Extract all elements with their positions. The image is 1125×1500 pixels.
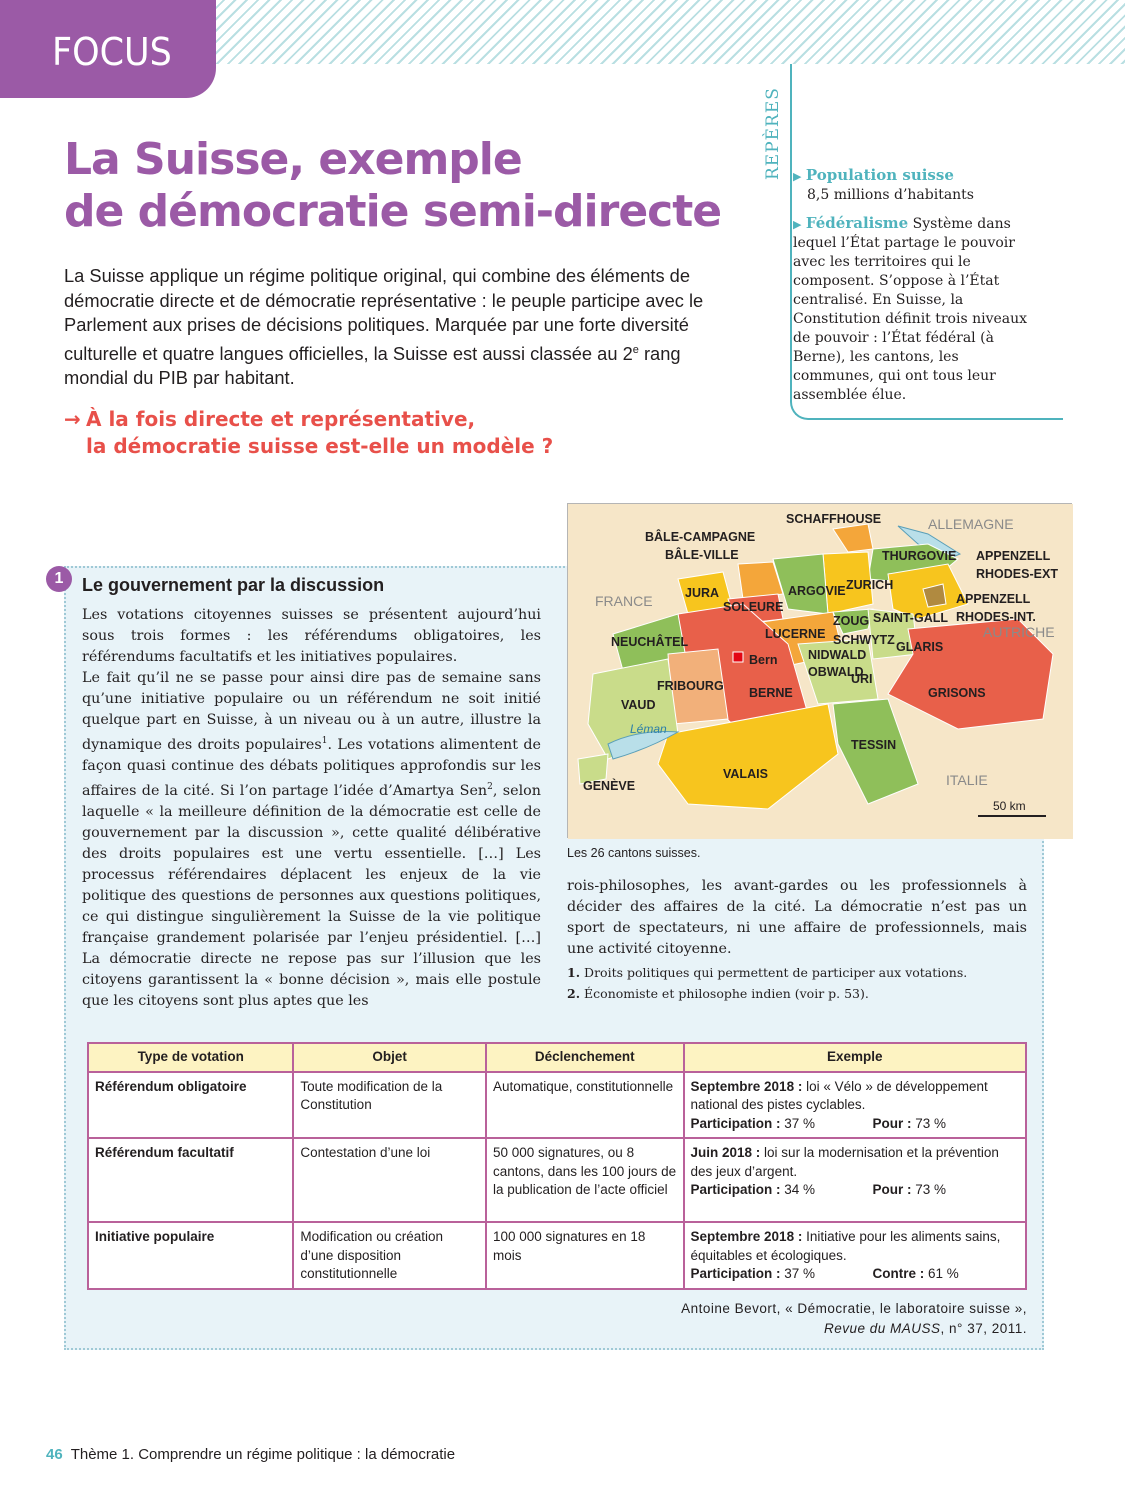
canton-label: RHODES-EXT bbox=[976, 567, 1058, 581]
canton-label: APPENZELL bbox=[976, 549, 1051, 563]
focus-tab bbox=[0, 0, 216, 98]
country-label: AUTRICHE bbox=[983, 624, 1055, 640]
table-header: Déclenchement bbox=[486, 1043, 684, 1072]
swiss-cantons-map bbox=[567, 503, 1072, 838]
cell-objet: Toute modification de la Constitution bbox=[293, 1072, 486, 1139]
cell-declenchement: 100 000 signatures en 18 mois bbox=[486, 1222, 684, 1289]
cell-objet: Modification ou création d’une disposition constitutionnelle bbox=[293, 1222, 486, 1289]
cell-exemple bbox=[684, 1072, 1026, 1139]
canton-label: URI bbox=[851, 672, 873, 686]
canton-label: SCHWYTZ bbox=[833, 633, 895, 647]
source-journal: Revue du MAUSS bbox=[823, 1321, 941, 1336]
document-paragraph-1: Les votations citoyennes suisses se présentent aujourd’hui sous trois formes : les référendums obligatoires, les référendums facultatifs et les initiatives populaires. bbox=[82, 607, 541, 665]
country-label: FRANCE bbox=[595, 593, 653, 609]
footnote-2 bbox=[567, 983, 1027, 1004]
canton-label: GENÈVE bbox=[583, 779, 636, 793]
result-label: Pour : bbox=[872, 1182, 912, 1197]
header-hatch-band bbox=[200, 0, 1125, 64]
table-row bbox=[88, 1222, 1026, 1289]
source-rest: , n° 37, 2011. bbox=[940, 1321, 1027, 1336]
cell-declenchement: 50 000 signatures, ou 8 cantons, dans les 100 jours de la publication de l’acte officiel bbox=[486, 1138, 684, 1222]
canton-label: SAINT-GALL bbox=[873, 611, 948, 625]
participation-value: 34 % bbox=[780, 1182, 816, 1197]
participation-value: 37 % bbox=[780, 1266, 816, 1281]
participation-label: Participation : bbox=[690, 1266, 781, 1281]
repere-federalisme bbox=[793, 214, 1033, 405]
cell-objet: Contestation d’une loi bbox=[293, 1138, 486, 1222]
participation-label: Participation : bbox=[690, 1182, 781, 1197]
table-row bbox=[88, 1072, 1026, 1139]
country-label: ITALIE bbox=[946, 772, 988, 788]
triangle-bullet-icon: ▶ bbox=[793, 218, 802, 231]
cell-exemple bbox=[684, 1138, 1026, 1222]
question-line-2: la démocratie suisse est-elle un modèle ? bbox=[86, 434, 554, 458]
cell-declenchement: Automatique, constitutionnelle bbox=[486, 1072, 684, 1139]
footnote-text: Droits politiques qui permettent de participer aux votations. bbox=[584, 965, 968, 980]
example-text: Initiative pour les aliments sains, équitables et écologiques. bbox=[690, 1229, 1001, 1263]
canton-label: OBWALD bbox=[808, 665, 864, 679]
intro-text-2: rang mondial du PIB par habitant. bbox=[64, 342, 681, 389]
table-header: Objet bbox=[293, 1043, 486, 1072]
footnote-number: 1. bbox=[567, 965, 581, 980]
canton-label: NIDWALD bbox=[808, 648, 867, 662]
lake-label: Léman bbox=[630, 722, 667, 736]
participation-value: 37 % bbox=[780, 1115, 816, 1131]
canton-label: FRIBOURG bbox=[657, 679, 724, 693]
cell-type: Référendum facultatif bbox=[88, 1138, 293, 1222]
canton-label: VALAIS bbox=[723, 767, 768, 781]
canton-label: BERNE bbox=[749, 686, 793, 700]
repere-text: Système dans lequel l’État partage le pouvoir avec les territoires qui le composent. S’oppose à l’État centralisé. En Suisse, la Constitution définit trois niveaux de pouvoir : l’État fédéral (à Berne), les cantons, les communes, qui ont tous leur assemblée élue. bbox=[793, 216, 1028, 403]
result-value: 73 % bbox=[911, 1182, 947, 1197]
canton-label: THURGOVIE bbox=[882, 549, 957, 563]
country-label: ALLEMAGNE bbox=[928, 516, 1014, 532]
table-header: Exemple bbox=[684, 1043, 1026, 1072]
title-line-2: de démocratie semi-directe bbox=[64, 186, 722, 237]
canton-label: RHODES-INT. bbox=[956, 610, 1036, 624]
example-date: Septembre 2018 : bbox=[690, 1078, 803, 1094]
reperes-label: REPÈRES bbox=[763, 87, 783, 180]
canton-label: NEUCHÂTEL bbox=[611, 635, 689, 649]
table-header: Type de votation bbox=[88, 1043, 293, 1072]
canton-label: JURA bbox=[685, 586, 720, 600]
intro-paragraph bbox=[64, 264, 734, 391]
result-label: Contre : bbox=[872, 1266, 925, 1281]
arrow-icon: → bbox=[64, 407, 81, 431]
canton-label: SOLEURE bbox=[723, 600, 784, 614]
footnote-1 bbox=[567, 962, 1027, 983]
text-run: Le fait qu’il ne se passe pour ainsi dire pas de semaine sans qu’une initiative populaire ou un référendum ne soit initié quelque part en Suisse, à un niveau ou à un autre, illustre la dynamique des droits populaires bbox=[82, 670, 541, 753]
page-footer bbox=[46, 1446, 455, 1463]
scale-label: 50 km bbox=[993, 799, 1026, 813]
document-source bbox=[681, 1299, 1027, 1339]
canton-label: GRISONS bbox=[928, 686, 986, 700]
footnote-number: 2. bbox=[567, 986, 581, 1001]
page-number: 46 bbox=[46, 1446, 63, 1463]
intro-sup: e bbox=[632, 343, 639, 356]
canton-label: TESSIN bbox=[851, 738, 897, 752]
cell-type: Initiative populaire bbox=[88, 1222, 293, 1289]
table-row bbox=[88, 1138, 1026, 1222]
footnote-text: Économiste et philosophe indien (voir p. 53). bbox=[584, 986, 869, 1001]
footer-theme: Thème 1. Comprendre un régime politique : la démocratie bbox=[70, 1446, 456, 1463]
footnotes bbox=[567, 962, 1027, 1004]
repere-term: Fédéralisme bbox=[805, 214, 909, 232]
title-line-1: La Suisse, exemple bbox=[64, 134, 522, 185]
result-value: 61 % bbox=[924, 1266, 959, 1281]
table-header-row bbox=[88, 1043, 1026, 1072]
text-run: . Les votations alimentent de façon quasi continue des débats politiques approfondis sur les affaires de la cité. Si l’on partage l’idée d’Amartya Sen bbox=[82, 736, 541, 799]
canton-label: GLARIS bbox=[896, 640, 944, 654]
cell-type: Référendum obligatoire bbox=[88, 1072, 293, 1139]
footnote-ref-2: 2 bbox=[487, 781, 493, 792]
document-number-badge: 1 bbox=[46, 566, 72, 592]
source-line-1: Antoine Bevort, « Démocratie, le laboratoire suisse », bbox=[681, 1301, 1027, 1316]
result-label: Pour : bbox=[872, 1115, 912, 1131]
example-date: Septembre 2018 : bbox=[690, 1229, 803, 1244]
example-text: loi sur la modernisation et la prévention des jeux d’argent. bbox=[690, 1145, 999, 1179]
map-caption: Les 26 cantons suisses. bbox=[567, 846, 701, 860]
canton-label: LUCERNE bbox=[765, 627, 826, 641]
canton-label: BÂLE-CAMPAGNE bbox=[645, 530, 756, 544]
footnote-ref-1: 1 bbox=[321, 736, 328, 746]
focus-label: FOCUS bbox=[52, 30, 172, 74]
canton-label: ZURICH bbox=[846, 578, 894, 592]
canton-label: ZOUG bbox=[833, 614, 870, 628]
example-date: Juin 2018 : bbox=[690, 1145, 761, 1160]
document-title: Le gouvernement par la discussion bbox=[82, 575, 385, 595]
canton-label: SCHAFFHOUSE bbox=[786, 512, 882, 526]
intro-text-1: La Suisse applique un régime politique original, qui combine des éléments de démocratie directe et de démocratie représentative : le peuple participe avec le Parlement aux prises de décisions politiques. Marquée par une forte diversité culturelle et quatre langues officielles, la Suisse est aussi classée au 2 bbox=[64, 265, 704, 364]
repere-term: Population suisse bbox=[805, 166, 954, 184]
document-text-column-1 bbox=[82, 605, 541, 1012]
text-run: , selon laquelle « la meilleure définition de la démocratie est celle de gouvernement par la discussion », cette qualité délibérative des droits populaires est une vertu essentielle. […] Les processus référendaires déplacent les enjeux de la vie politique des questions de personnes aux questions politiques, ce qui distingue singulièrement la Suisse de la vie politique française grandement polarisée par l’enjeu présidentiel. […] La démocratie directe ne repose pas sur l’illusion que les citoyens garantissent la « bonne décision », mais elle postule que les citoyens sont plus aptes que les bbox=[82, 782, 541, 1009]
canton-label: APPENZELL bbox=[956, 592, 1031, 606]
problem-question bbox=[64, 406, 624, 460]
canton-label: BÂLE-VILLE bbox=[665, 548, 739, 562]
document-paragraph-2 bbox=[82, 668, 541, 1012]
canton-label: ARGOVIE bbox=[788, 584, 846, 598]
result-value: 73 % bbox=[911, 1115, 947, 1131]
triangle-bullet-icon: ▶ bbox=[793, 170, 802, 183]
example-text: loi « Vélo » de développement national des pistes cyclables. bbox=[690, 1078, 988, 1112]
canton-label: VAUD bbox=[621, 698, 656, 712]
votation-table bbox=[87, 1042, 1027, 1290]
page-title bbox=[64, 134, 764, 238]
repere-text: 8,5 millions d’habitants bbox=[807, 187, 974, 203]
capital-marker bbox=[733, 652, 743, 662]
repere-population bbox=[793, 166, 1033, 205]
participation-label: Participation : bbox=[690, 1115, 781, 1131]
capital-label: Bern bbox=[749, 653, 778, 667]
question-line-1: À la fois directe et représentative, bbox=[86, 407, 476, 431]
document-text-column-2: rois-philosophes, les avant-gardes ou les professionnels à décider des affaires de la cité. La démocratie n’est pas un sport de spectateurs, ni une affaire de professionnels, mais une activité citoyenne. bbox=[567, 878, 1027, 957]
cell-exemple bbox=[684, 1222, 1026, 1289]
